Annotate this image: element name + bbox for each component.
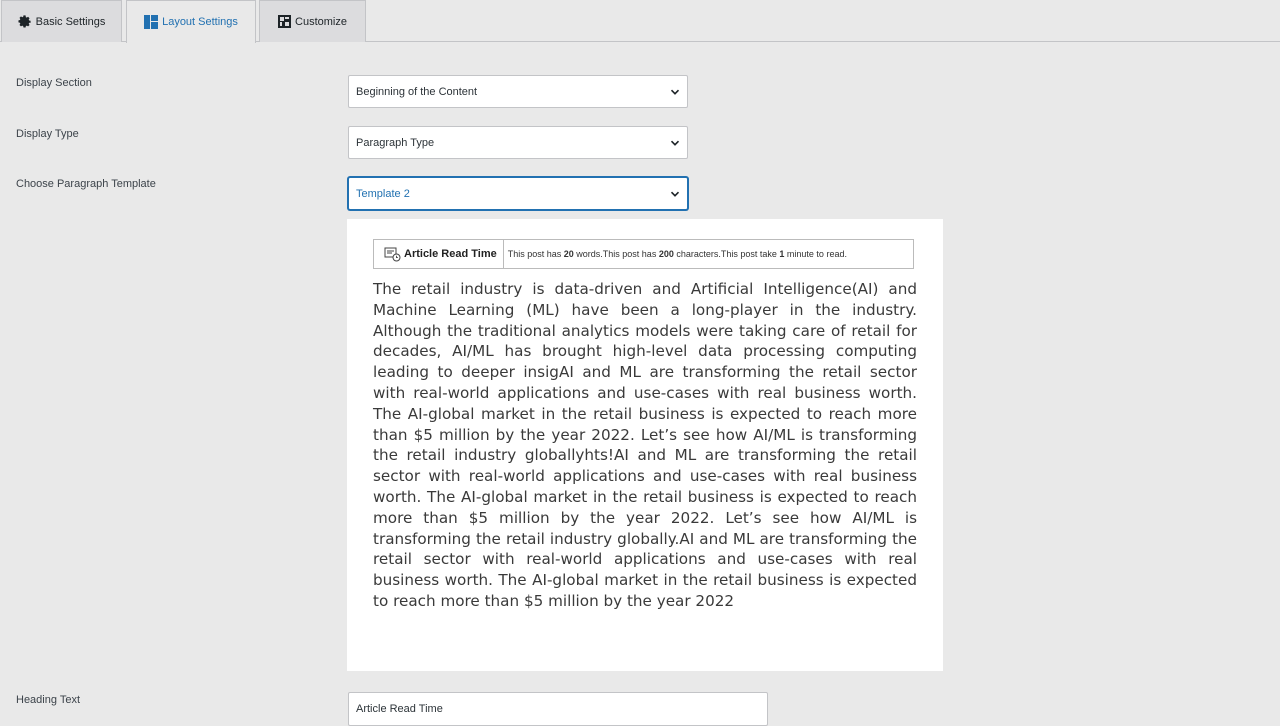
badge-text-part: characters.This post take: [673, 249, 780, 259]
customize-icon: [278, 15, 291, 28]
display-type-label: Display Type: [16, 128, 79, 140]
paragraph-template-value: Template 2: [356, 187, 410, 200]
badge-text: [504, 249, 847, 259]
display-section-value: Beginning of the Content: [356, 85, 478, 98]
heading-text-input[interactable]: [348, 692, 768, 726]
chevron-down-icon: [670, 138, 680, 148]
minute-count: 1: [779, 249, 785, 259]
settings-tabs: [0, 0, 1280, 42]
character-count: 200: [658, 249, 674, 259]
tab-layout-settings[interactable]: [126, 0, 256, 43]
display-section-label: Display Section: [16, 77, 92, 89]
gear-icon: [18, 15, 32, 29]
heading-text-label: Heading Text: [16, 694, 81, 706]
tab-customize-label: Customize: [295, 15, 347, 28]
template-preview: [347, 219, 943, 671]
chevron-down-icon: [670, 87, 680, 97]
tab-basic-settings[interactable]: [1, 0, 122, 42]
tab-layout-settings-label: Layout Settings: [162, 16, 238, 28]
article-paragraph: The retail industry is data-driven and Artificial Intelligence(AI) and Machine Learning (ML) have been a long-player in the industry. Although the traditional analytics models were taking care of retail for decades, AI/ML has brought high-level data processing computing leading to deeper insigAI and ML are transforming the retail sector with real-world applications and use-cases with real business worth. The AI-global market in the retail business is expected to reach more than $5 million by the year 2022. Let’s see how AI/ML is transforming the retail industry globallyhts!AI and ML are transforming the retail sector with real-world applications and use-cases with real business worth. The AI-global market in the retail business is expected to reach more than $5 million by the year 2022. Let’s see how AI/ML is transforming the retail industry globally.AI and ML are transforming the retail sector with real-world applications and use-cases with real business worth. The AI-global market in the retail business is expected to reach more than $5 million by the year 2022: [373, 280, 917, 610]
paragraph-template-label: Choose Paragraph Template: [16, 178, 156, 190]
badge-title: [374, 240, 504, 268]
badge-text-part: This post has: [507, 249, 564, 259]
read-time-badge: [373, 239, 914, 269]
tab-basic-settings-label: Basic Settings: [35, 15, 106, 28]
display-section-select[interactable]: [348, 75, 688, 108]
word-count: 20: [563, 249, 574, 259]
badge-text-part: words.This post has: [573, 249, 659, 259]
badge-text-part: minute to read.: [784, 249, 847, 259]
display-type-value: Paragraph Type: [356, 136, 435, 149]
paragraph-template-select[interactable]: [348, 177, 688, 210]
layout-icon: [144, 15, 158, 29]
display-type-select[interactable]: [348, 126, 688, 159]
tab-customize[interactable]: [259, 0, 366, 42]
badge-title-text: Article Read Time: [404, 248, 497, 260]
article-clock-icon: [384, 246, 402, 262]
chevron-down-icon: [670, 189, 680, 199]
